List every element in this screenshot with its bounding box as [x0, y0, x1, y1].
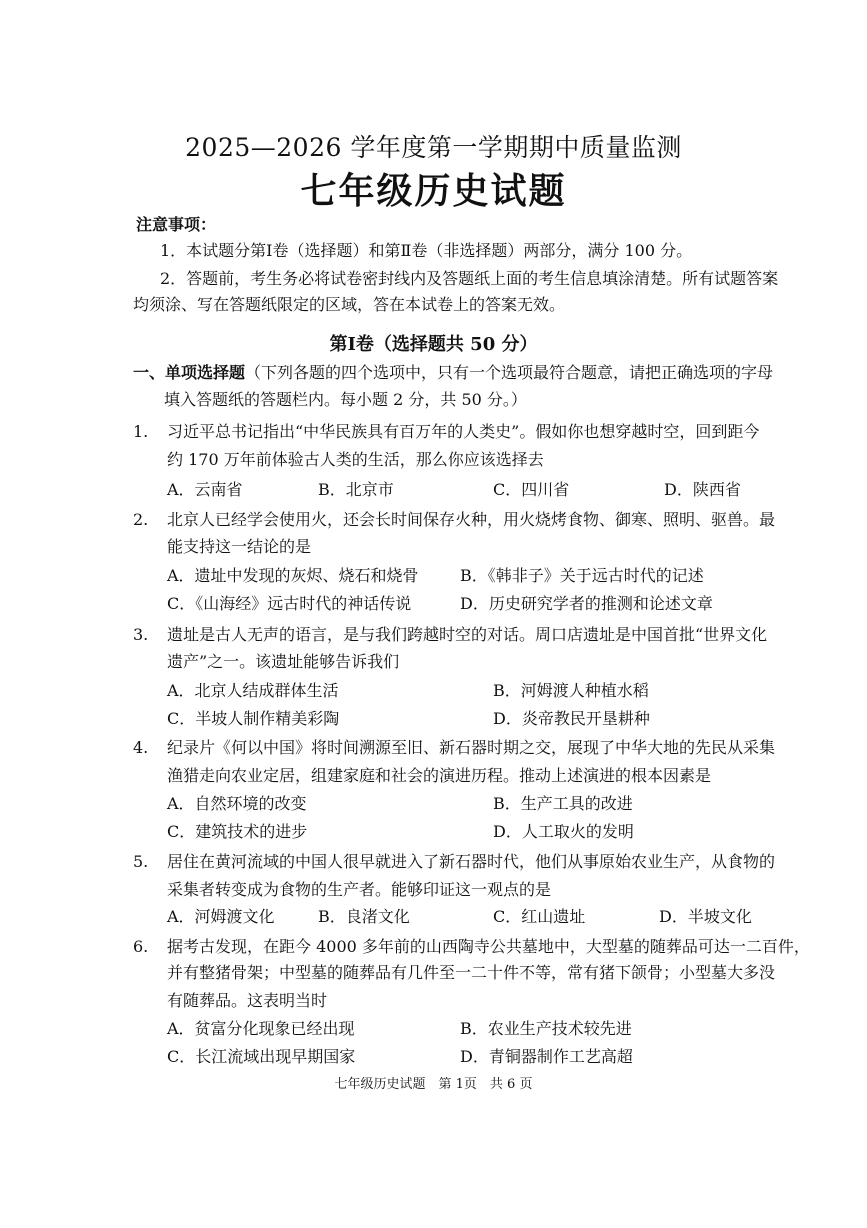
page-footer: 七年级历史试题 第 1页 共 6 页	[334, 1077, 533, 1092]
option-a: A．自然环境的改变	[167, 794, 307, 813]
option-b: B．生产工具的改进	[493, 794, 633, 813]
option-c: C．红山遗址	[493, 907, 586, 926]
option-c: C．建筑技术的进步	[167, 822, 308, 841]
question-4-line-2: 渔猎走向农业定居，组建家庭和社会的演进历程。推动上述演进的根本因素是	[167, 766, 712, 785]
question-6-line-1: 据考古发现，在距今 4000 多年前的山西陶寺公共墓地中，大型墓的随葬品可达一二百件，	[167, 937, 810, 956]
part-description: （下列各题的四个选项中，只有一个选项最符合题意，请把正确选项的字母	[245, 363, 774, 382]
question-2-line-1: 北京人已经学会使用火，还会长时间保存火种，用火烧烤食物、御寒、照明、驱兽。最	[167, 510, 776, 529]
question-number: 5.	[133, 852, 149, 871]
exam-title: 2025—2026 学年度第一学期期中质量监测	[185, 133, 682, 162]
option-d: D．炎帝教民开垦耕种	[493, 709, 650, 728]
option-d: D．人工取火的发明	[493, 822, 634, 841]
question-3-line-2: 遗产”之一。该遗址能够告诉我们	[167, 652, 400, 671]
option-b: B．河姆渡人种植水稻	[493, 681, 649, 700]
section-heading: 第Ⅰ卷（选择题共 50 分）	[329, 334, 538, 355]
question-5-line-1: 居住在黄河流域的中国人很早就进入了新石器时代，他们从事原始农业生产，从食物的	[167, 852, 776, 871]
question-5-line-2: 采集者转变成为食物的生产者。能够印证这一观点的是	[167, 880, 552, 899]
question-1-line-2: 约 170 万年前体验古人类的生活，那么你应该选择去	[167, 450, 544, 469]
option-a: A．河姆渡文化	[167, 907, 275, 926]
part-instruction-line-1	[133, 362, 773, 384]
option-b: B．北京市	[318, 480, 394, 499]
option-b: B．《韩非子》关于远古时代的记述	[460, 566, 704, 585]
question-3-line-1: 遗址是古人无声的语言，是与我们跨越时空的对话。周口店遗址是中国首批“世界文化	[167, 625, 768, 644]
part-label: 一、单项选择题	[133, 363, 246, 382]
option-a: A．云南省	[167, 480, 243, 499]
notice-heading: 注意事项：	[136, 215, 217, 234]
notice-item-1: 1．本试题分第Ⅰ卷（选择题）和第Ⅱ卷（非选择题）两部分，满分 100 分。	[160, 241, 693, 260]
option-a: A．遗址中发现的灰烬、烧石和烧骨	[167, 566, 419, 585]
question-number: 6.	[133, 937, 149, 956]
notice-item-2-line-2: 均须涂、写在答题纸限定的区域，答在本试卷上的答案无效。	[133, 295, 566, 314]
option-b: B．农业生产技术较先进	[460, 1019, 632, 1038]
question-number: 2.	[133, 510, 149, 529]
question-6-line-2: 并有整猪骨架；中型墓的随葬品有几件至一二十件不等，常有猪下颌骨；小型墓大多没	[167, 963, 776, 982]
option-a: A．北京人结成群体生活	[167, 681, 339, 700]
option-a: A．贫富分化现象已经出现	[167, 1019, 355, 1038]
option-c: C．长江流域出现早期国家	[167, 1047, 356, 1066]
question-number: 4.	[133, 738, 149, 757]
option-c: C．《山海经》远古时代的神话传说	[167, 594, 412, 613]
question-number: 1.	[133, 422, 149, 441]
subject-title: 七年级历史试题	[300, 170, 567, 212]
question-2-line-2: 能支持这一结论的是	[167, 537, 312, 556]
part-instruction-line-2: 填入答题纸的答题栏内。每小题 2 分，共 50 分。）	[164, 390, 527, 409]
question-4-line-1: 纪录片《何以中国》将时间溯源至旧、新石器时期之交，展现了中华大地的先民从采集	[167, 738, 776, 757]
option-c: C．四川省	[493, 480, 570, 499]
option-d: D．半坡文化	[659, 907, 752, 926]
question-number: 3.	[133, 625, 149, 644]
option-c: C．半坡人制作精美彩陶	[167, 709, 340, 728]
option-d: D．历史研究学者的推测和论述文章	[460, 594, 713, 613]
option-d: D．青铜器制作工艺高超	[460, 1047, 633, 1066]
question-6-line-3: 有随葬品。这表明当时	[167, 991, 328, 1010]
option-b: B．良渚文化	[318, 907, 410, 926]
question-1-line-1: 习近平总书记指出“中华民族具有百万年的人类史”。假如你也想穿越时空，回到距今	[167, 422, 760, 441]
option-d: D．陕西省	[664, 480, 741, 499]
notice-item-2-line-1: 2．答题前，考生务必将试卷密封线内及答题纸上面的考生信息填涂清楚。所有试题答案	[160, 269, 779, 288]
